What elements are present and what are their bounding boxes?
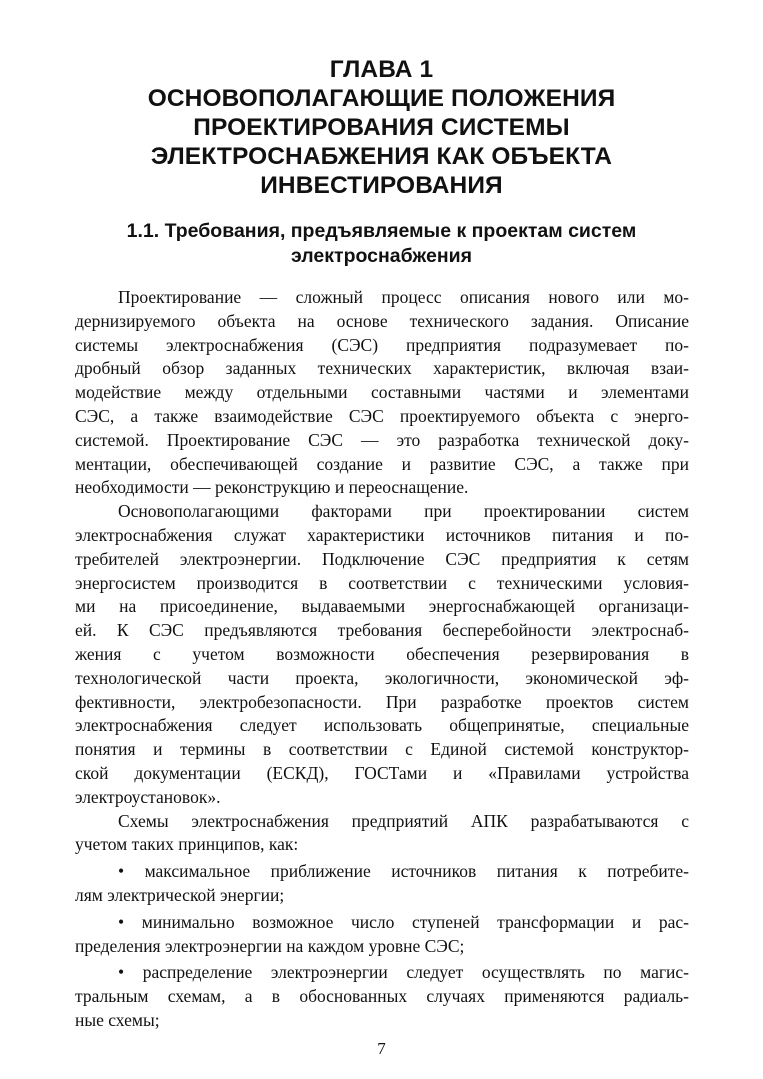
bullet-line: тральным схемам, а в обоснованных случаях применяются радиаль-	[75, 986, 689, 1007]
paragraph-line: жения с учетом возможности обеспечения резервирования в	[75, 643, 689, 664]
paragraph-line: необходимости — реконструкцию и переоснащение.	[75, 477, 469, 498]
paragraph-line: Схемы электроснабжения предприятий АПК разрабатываются с	[118, 810, 689, 831]
page-number: 7	[377, 1039, 386, 1058]
paragraph-line: ми на присоединение, выдаваемыми энергоснабжающей организаци-	[75, 596, 689, 617]
paragraph-line: СЭС, а также взаимодействие СЭС проектируемого объекта с энерго-	[75, 405, 689, 426]
chapter-title-line: ЭЛЕКТРОСНАБЖЕНИЯ КАК ОБЪЕКТА	[150, 143, 613, 170]
chapter-title-line: ПРОЕКТИРОВАНИЯ СИСТЕМЫ	[193, 114, 570, 141]
chapter-title	[60, 55, 703, 200]
paragraph-line: Проектирование — сложный процесс описания нового или мо-	[118, 287, 689, 307]
bullet-item	[75, 911, 689, 959]
paragraph-line: системы электроснабжения (СЭС) предприятия подразумевает по-	[75, 334, 689, 355]
chapter-title-line: ИНВЕСТИРОВАНИЯ	[260, 172, 503, 199]
paragraph-line: электроустановок».	[75, 786, 221, 807]
bullet-item	[75, 860, 689, 908]
bullet-item	[75, 961, 689, 1032]
bullet-line: • распределение электроэнергии следует осуществлять по магис-	[118, 962, 689, 983]
paragraph-line: модействие между отдельными составными частями и элементами	[75, 382, 689, 403]
paragraph-line: учетом таких принципов, как:	[75, 834, 299, 855]
paragraph-line: ской документации (ЕСКД), ГОСТами и «Правилами устройства	[75, 762, 689, 783]
bullet-line: лям электрической энергии;	[75, 884, 285, 905]
section-title	[60, 219, 703, 269]
paragraph-line: дернизируемого объекта на основе технического задания. Описание	[75, 310, 689, 331]
paragraph-line: системой. Проектирование СЭС — это разработка технической доку-	[75, 429, 689, 450]
paragraph-line: фективности, электробезопасности. При разработке проектов систем	[75, 691, 689, 712]
paragraph-line: дробный обзор заданных технических характеристик, включая взаи-	[75, 358, 689, 379]
chapter-number: ГЛАВА 1	[329, 56, 434, 83]
paragraph-line: энергосистем производится в соответствии с техническими условия-	[75, 572, 689, 593]
paragraph-line: ей. К СЭС предъявляются требования бесперебойности электроснаб-	[75, 620, 689, 641]
bullet-line: ные схемы;	[75, 1009, 160, 1030]
paragraph-line: ментации, обеспечивающей создание и развитие СЭС, а также при	[75, 453, 689, 474]
chapter-title-line: ОСНОВОПОЛАГАЮЩИЕ ПОЛОЖЕНИЯ	[147, 85, 616, 112]
paragraph-line: понятия и термины в соответствии с Единой системой конструктор-	[75, 739, 689, 760]
bullet-line: пределения электроэнергии на каждом уровне СЭС;	[75, 935, 465, 956]
paragraph-line: Основополагающими факторами при проектировании систем	[118, 501, 689, 522]
paragraph-line: электроснабжения следует использовать общепринятые, специальные	[75, 715, 689, 736]
bullet-line: • максимальное приближение источников питания к потребите-	[118, 861, 689, 882]
section-title-line: электроснабжения	[291, 245, 472, 267]
paragraph-line: электроснабжения служат характеристики источников питания и по-	[75, 524, 689, 545]
paragraph-line: технологической части проекта, экологичности, экономической эф-	[75, 667, 689, 688]
paragraph-line: требителей электроэнергии. Подключение СЭС предприятия к сетям	[75, 548, 689, 569]
section-title-line: 1.1. Требования, предъявляемые к проектам систем	[126, 220, 637, 242]
body-text	[75, 286, 689, 1033]
paragraph	[75, 810, 689, 858]
bullet-line: • минимально возможное число ступеней трансформации и рас-	[118, 911, 689, 932]
paragraph	[75, 286, 689, 500]
paragraph	[75, 500, 689, 809]
